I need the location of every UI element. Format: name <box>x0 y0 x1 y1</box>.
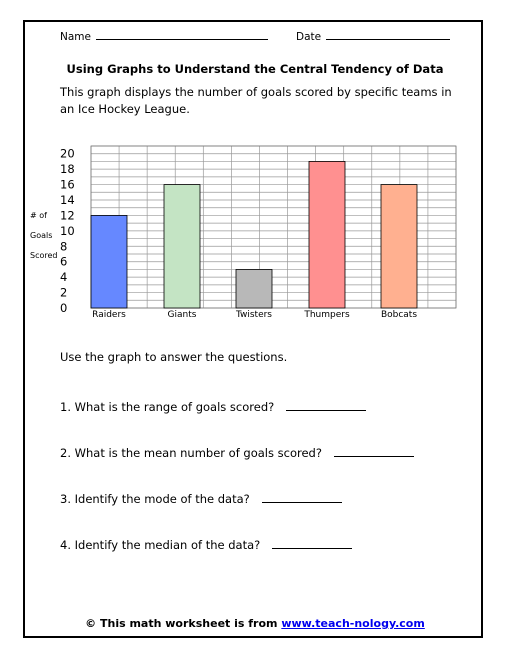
y-tick-label: 14 <box>60 193 75 207</box>
footer-text: © This math worksheet is from <box>85 617 282 630</box>
y-tick-label: 16 <box>60 177 75 192</box>
y-tick-label: 0 <box>60 301 68 315</box>
bar-raiders <box>91 215 127 308</box>
x-tick-label: Giants <box>167 310 197 320</box>
bar-giants <box>164 185 200 308</box>
question-3-text: 3. Identify the mode of the data? <box>60 492 250 506</box>
answer-blank-3[interactable] <box>262 492 342 503</box>
answer-blank-4[interactable] <box>272 538 352 549</box>
worksheet-title: Using Graphs to Understand the Central Tendency of Data <box>66 62 444 76</box>
bar-bobcats <box>381 185 417 308</box>
y-tick-label: 2 <box>60 285 68 300</box>
bar-thumpers <box>309 161 345 308</box>
question-3 <box>60 492 342 506</box>
y-axis-label: Scored <box>30 251 58 260</box>
question-2 <box>60 446 414 460</box>
question-1-text: 1. What is the range of goals scored? <box>60 400 275 414</box>
intro-text: This graph displays the number of goals scored by specific teams in an Ice Hockey League. <box>60 85 452 116</box>
y-tick-label: 10 <box>60 223 75 238</box>
question-1 <box>60 400 366 414</box>
footer <box>0 617 510 630</box>
y-tick-label: 8 <box>60 239 68 254</box>
question-2-text: 2. What is the mean number of goals scored? <box>60 446 322 460</box>
y-axis-label: # of <box>30 211 47 220</box>
y-tick-label: 20 <box>60 146 75 161</box>
question-4 <box>60 538 352 552</box>
y-tick-label: 6 <box>60 254 68 269</box>
y-tick-label: 4 <box>60 270 68 285</box>
answer-blank-1[interactable] <box>286 400 366 411</box>
y-tick-label: 18 <box>60 162 75 177</box>
y-tick-label: 12 <box>60 208 75 223</box>
instructions: Use the graph to answer the questions. <box>60 350 288 364</box>
footer-link[interactable]: www.teach-nology.com <box>281 617 425 630</box>
y-axis-label: Goals <box>30 231 53 240</box>
question-4-text: 4. Identify the median of the data? <box>60 538 261 552</box>
answer-blank-2[interactable] <box>334 446 414 457</box>
x-tick-label: Bobcats <box>380 310 418 320</box>
x-tick-label: Thumpers <box>304 310 350 320</box>
date-label: Date <box>296 31 322 43</box>
bar-twisters <box>236 269 272 308</box>
name-label: Name <box>60 31 91 43</box>
x-tick-label: Twisters <box>235 310 273 320</box>
x-tick-label: Raiders <box>92 310 126 320</box>
